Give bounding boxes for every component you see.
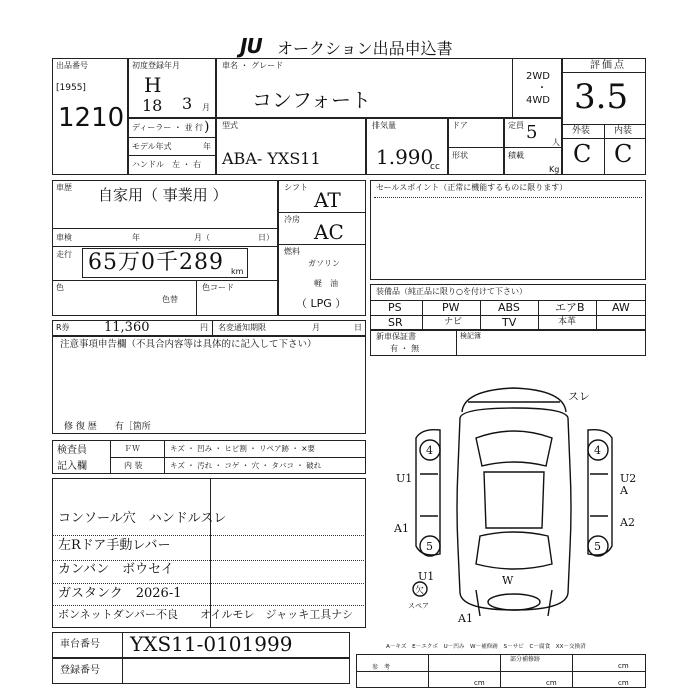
lot-code: [1955] [56,83,86,93]
legend-cm-4: cm [618,662,629,670]
fuel-opt-lpg: （ LPG ） [296,297,347,310]
handwritten-note-4: ガスタンク 2026-1 [58,586,182,601]
grade-int: C [614,140,633,168]
legend-cm-3: cm [618,679,629,687]
grade-label: 評価点 [590,60,626,71]
drive-sep: ・ [537,83,547,94]
fuel-opt-gasoline: ガソリン [308,259,340,268]
handwritten-note-5: ボンネットダンパー不良 オイルモレ ジャッキ工具ナシ [58,608,354,621]
model-year-unit: 年 [203,142,211,151]
inspector-interior: 内 装 [124,461,143,470]
capacity-value: 5 [526,122,538,143]
name-change-day: 日 [354,323,362,332]
handwritten-note-2: 左Rドア手動レバー [58,538,171,553]
handwritten-note-3: カンバン ボウセイ [58,562,174,577]
mark-4-right: 4 [594,444,601,457]
displacement-label: 排気量 [372,121,396,130]
record-label: 検記簿 [460,332,481,340]
mileage-label: 走行 [56,250,72,259]
grade-ext-label: 外装 [572,126,591,136]
lot-label: 出品番号 [56,61,88,70]
equip-ps: PS [388,301,402,314]
manual-opts: 有 ・ 無 [390,344,420,353]
dealer-mark: ) [204,119,210,135]
legend-partial-repair: 部分補修跡 [510,656,541,663]
color-code-label: 色コード [202,283,234,292]
recycle-label: R券 [56,323,70,332]
mileage-unit: km [231,267,244,276]
grade-ext: C [573,140,592,168]
inspector-interior-items: キズ ・ 汚れ ・ コゲ ・ 穴 ・ タバコ ・ 破れ [170,461,322,470]
first-reg-label: 初度登録年月 [132,61,180,70]
first-reg-year: 18 [142,96,163,115]
equip-tv: TV [502,316,517,329]
equip-airbag: エアB [555,301,585,314]
displacement-value: 1.990 [376,145,434,169]
grade-value: 3.5 [574,77,629,117]
inspector-label: 検査員 [57,445,87,456]
history-label: 車歴 [56,183,72,192]
mark-a-right: A [620,484,628,497]
mark-u1-bottom: U1 [418,570,435,583]
fuel-label: 燃料 [284,247,300,256]
mark-spare-kanji: 欠 [415,586,425,596]
mark-5-right: 5 [594,540,601,553]
equip-navi: ナビ [444,317,463,327]
name-change-label: 名変通知期限 [218,323,266,332]
color-change-label: 色替 [162,295,178,304]
repair-label: 修 復 歴 有［箇所 [64,422,151,432]
shift-value: AT [314,188,341,212]
mileage-value: 65万0千289 [88,250,224,275]
mark-sure: スレ [568,390,590,403]
grade-int-label: 内装 [614,126,633,136]
inspection-label: 車検 [56,233,72,242]
mark-a2-right: A2 [620,516,635,529]
name-change-month: 月 [312,323,320,332]
dealer-label: ディーラー ・ 並 行 [132,123,203,132]
manual-label: 新車保証書 [376,332,416,341]
equip-sr: SR [388,316,403,329]
cooling-label: 冷房 [284,215,300,224]
notes-box [52,336,366,434]
capacity-unit: 人 [552,138,560,147]
auction-logo: JU [240,34,262,58]
sales-point-label: セールスポイント（正常に機能するものに限ります） [376,183,568,192]
fuel-opt-diesel: 軽 油 [314,279,338,288]
chassis-label: 車台番号 [60,639,100,650]
equip-pw: PW [442,301,460,314]
type-label: 型式 [222,121,238,130]
mark-spare-label: スペア [408,602,429,610]
recycle-unit: 円 [200,323,208,332]
inspector-fw: ＦＷ [124,444,140,453]
capacity-label: 定員 [508,121,524,130]
chassis-value: YXS11-0101999 [130,632,293,656]
legend-cm-2: cm [546,679,557,687]
equip-aw: AW [612,301,630,314]
reg-number-label: 登録番号 [60,665,100,676]
model-name-value: コンフォート [252,88,371,112]
equipment-label: 装備品（純正品に限り○を付けて下さい） [376,287,527,296]
first-reg-era: H [144,73,162,97]
mark-a1-left: A1 [394,522,409,535]
history-value: 自家用（ 事業用 ） [98,186,228,204]
handle-label: ハンドル 左 ・ 右 [132,160,202,169]
inspection-month-unit: 月（ [194,233,210,242]
recycle-value: 11,360 [104,320,150,335]
drive-4wd: 4WD [526,95,550,106]
shape-label: 形状 [452,151,468,160]
equip-leather: 本革 [558,317,577,327]
mark-u2-right: U2 [620,472,637,485]
drive-2wd: 2WD [526,71,550,82]
equip-abs: ABS [498,301,520,314]
model-name-label: 車名 ・ グレード [222,61,284,70]
cooling-value: AC [314,220,344,244]
inspector-fw-items: キズ ・ 凹み ・ ヒビ割 ・ リペア跡 ・ ×要 [170,444,316,453]
lot-number: 1210 [58,103,125,133]
mark-a1-bottom: A1 [458,612,473,625]
legend-cm-1: cm [474,679,485,687]
shift-label: シフト [284,183,308,192]
mark-5-left: 5 [426,540,433,553]
legend-line-1: A－キズ E－エクボ U－凹み W－補修跡 S－サビ C－腐食 XX－交換済 [386,644,586,650]
sales-point-box [370,180,646,280]
notes-label: 注意事項申告欄（不具合内容等は具体的に記入して下さい） [60,339,317,350]
displacement-unit: cc [430,162,440,172]
handwritten-note-1: コンソール穴 ハンドルスレ [58,511,227,526]
inspection-day-unit: 日） [258,233,274,242]
first-reg-month: 3 [182,94,193,113]
load-label: 積載 [508,151,524,160]
mark-w: W [502,574,514,587]
inspection-year-unit: 年 [132,233,140,242]
inspector-label-2: 記入欄 [57,461,87,472]
model-year-label: モデル年式 [132,142,172,151]
mark-4-left: 4 [426,444,433,457]
type-value: ABA- YXS11 [222,149,321,168]
doors-label: ドア [452,121,468,130]
load-unit: Kg [549,165,560,174]
mark-u1-left: U1 [396,472,413,485]
first-reg-month-unit: 月 [202,103,210,112]
car-damage-diagram [380,378,650,628]
form-title: オークション出品申込書 [277,39,453,58]
legend-ref: 参 考 [372,664,391,671]
color-label: 色 [56,283,64,292]
